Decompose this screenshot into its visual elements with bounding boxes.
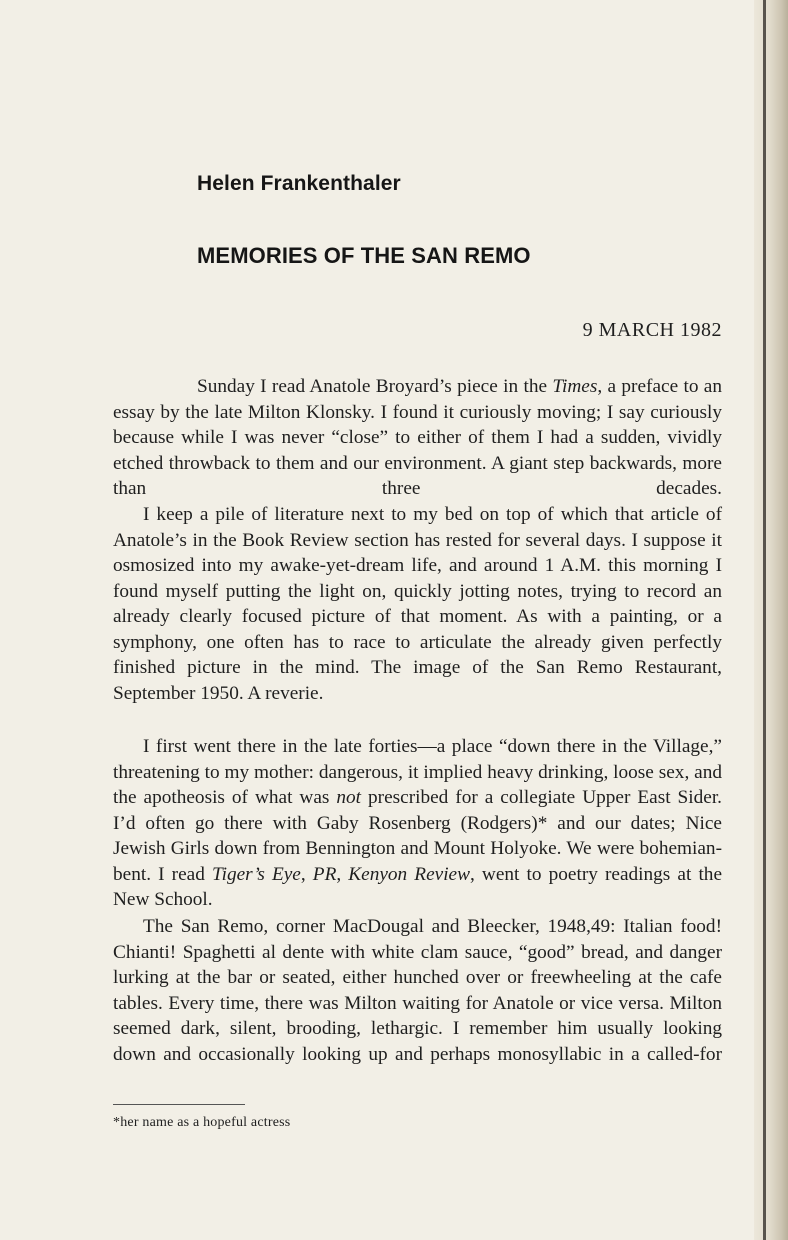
footnote-divider	[113, 1104, 245, 1105]
paragraph-1-italic-times: Times	[552, 376, 598, 397]
paragraph-3-text-i: , went to poetry readings at the New School.	[113, 863, 723, 910]
paragraph-3-italic-not: not	[336, 787, 362, 808]
paragraph-4: The San Remo, corner MacDougal and Bleecker, 1948,49: Italian food! Chianti! Spaghetti al dente with white clam sauce, “good” bread, and danger lurking at the bar or seated, either hunched over or freewheeling at the cafe tables. Every time, there was Milton waiting for Anatole or vice versa. Milton seemed dark, silent, brooding, lethargic. I remember him usually looking down and occasionally looking up and perhaps monosyllabic in a called-for	[113, 916, 722, 1065]
paragraph-3	[113, 734, 722, 913]
paragraph-3-text-a: I first went there in the late forties—a place “down there in the Village,” threatening to my mother: dangerous, it implied heavy drinking, loose sex, and the apotheosis of what was	[113, 736, 722, 808]
page-gutter-shadow	[754, 0, 788, 1240]
paragraph-3-text-c: prescribed for a collegiate Upper East Sider. I’d often go there with Gaby Rosenberg (Rodgers)* and our dates; Nice Jewish Girls down from Bennington and Mount Holyoke. We were bohemian-bent. I read	[113, 787, 723, 885]
paragraph-3-italic-tigers-eye: Tiger’s Eye	[211, 863, 301, 885]
page-edge-line	[763, 0, 766, 1240]
author-name: Helen Frankenthaler	[197, 172, 401, 195]
paragraph-1-text-c: , a preface to an essay by the late Milton Klonsky. I found it curiously moving; I say curiously because while I was never “close” to either of them I had a sudden, vividly etched throwback to them and our environment. A giant step backwards, more than three decades.	[113, 376, 722, 499]
paragraph-2: I keep a pile of literature next to my bed on top of which that article of Anatole’s in the Book Review section has rested for several days. I suppose it osmosized into my awake-yet-dream life, and around 1 A.M. this morning I found myself putting the light on, quickly jotting notes, trying to record an already clearly focused picture of that moment. As with a painting, or a symphony, one often has to race to articulate the already given perfectly finished picture in the mind. The image of the San Remo Restaurant, September 1950. A reverie.	[113, 504, 722, 704]
paragraph-3-italic-kenyon-review: Kenyon Review	[348, 863, 470, 885]
paragraph-3-italic-pr: PR	[312, 863, 337, 885]
paragraph-3-text-g: ,	[336, 863, 349, 885]
entry-date: 9 MARCH 1982	[582, 319, 722, 341]
chapter-title: MEMORIES OF THE SAN REMO	[197, 243, 531, 268]
footnote: *her name as a hopeful actress	[113, 1115, 291, 1130]
paragraph-1-text-a: Sunday I read Anatole Broyard’s piece in the	[197, 376, 553, 397]
paragraph-3-text-e: ,	[300, 863, 313, 885]
paragraph-1	[113, 374, 722, 502]
